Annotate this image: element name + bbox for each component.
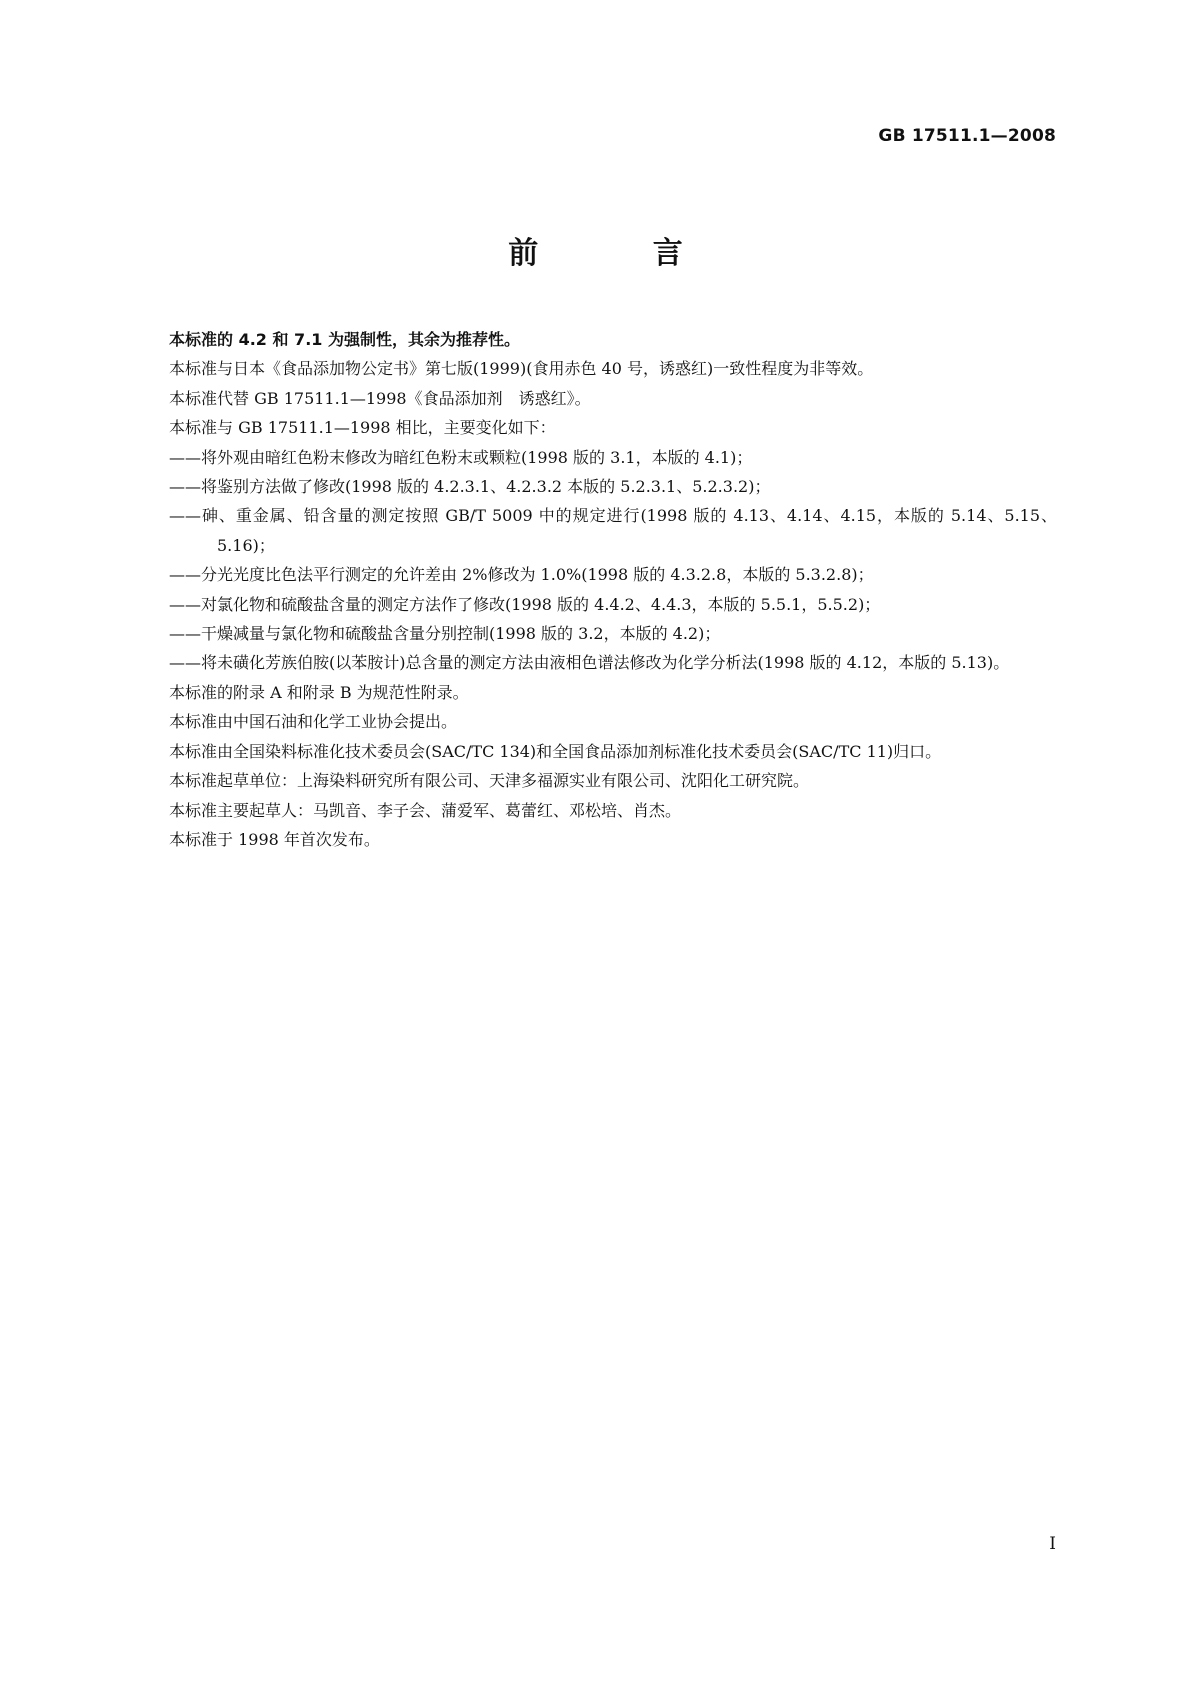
change-item: ——干燥减量与氯化物和硫酸盐含量分别控制(1998 版的 3.2，本版的 4.2)； [169, 624, 721, 644]
change-item: ——砷、重金属、铅含量的测定按照 GB/T 5009 中的规定进行(1998 版的 4.13、4.14、4.15，本版的 5.14、5.15、5.16)； [169, 506, 1057, 555]
change-item: ——将外观由暗红色粉末修改为暗红色粉末或颗粒(1998 版的 3.1，本版的 4.1)； [169, 447, 753, 467]
change-item: ——分光光度比色法平行测定的允许差由 2%修改为 1.0%(1998 版的 4.3.2.8，本版的 5.3.2.8)； [169, 565, 874, 585]
page-title: 前 言 [508, 236, 735, 271]
mandatory-statement: 本标准的 4.2 和 7.1 为强制性，其余为推荐性。 [169, 330, 520, 349]
change-item: ——对氯化物和硫酸盐含量的测定方法作了修改(1998 版的 4.4.2、4.4.3，本版的 5.5.1，5.5.2)； [169, 594, 881, 614]
paragraph-first-issue: 本标准于 1998 年首次发布。 [169, 829, 380, 849]
foreword-body [137, 325, 1057, 854]
paragraph-proposed-by: 本标准由中国石油和化学工业协会提出。 [169, 712, 458, 732]
paragraph-centralized-by: 本标准由全国染料标准化技术委员会(SAC/TC 134)和全国食品添加剂标准化技术委员会(SAC/TC 11)归口。 [169, 741, 942, 761]
change-item: ——将未磺化芳族伯胺(以苯胺计)总含量的测定方法由液相色谱法修改为化学分析法(1998 版的 4.12，本版的 5.13)。 [169, 653, 1010, 673]
paragraph-annexes: 本标准的附录 A 和附录 B 为规范性附录。 [169, 682, 469, 702]
paragraph-changes-intro: 本标准与 GB 17511.1—1998 相比，主要变化如下： [169, 418, 556, 438]
paragraph-drafting-units: 本标准起草单位：上海染料研究所有限公司、天津多福源实业有限公司、沈阳化工研究院。 [169, 771, 810, 791]
standard-code: GB 17511.1—2008 [878, 126, 1056, 146]
paragraph-equivalence: 本标准与日本《食品添加物公定书》第七版(1999)(食用赤色 40 号，诱惑红)一致性程度为非等效。 [169, 359, 874, 379]
paragraph-drafters: 本标准主要起草人：马凯音、李子会、蒲爱军、葛蕾红、邓松培、肖杰。 [169, 800, 682, 820]
change-item: ——将鉴别方法做了修改(1998 版的 4.2.3.1、4.2.3.2 本版的 5.2.3.1、5.2.3.2)； [169, 477, 771, 497]
page-number: I [1049, 1534, 1056, 1554]
paragraph-replaces: 本标准代替 GB 17511.1—1998《食品添加剂 诱惑红》。 [169, 388, 591, 408]
